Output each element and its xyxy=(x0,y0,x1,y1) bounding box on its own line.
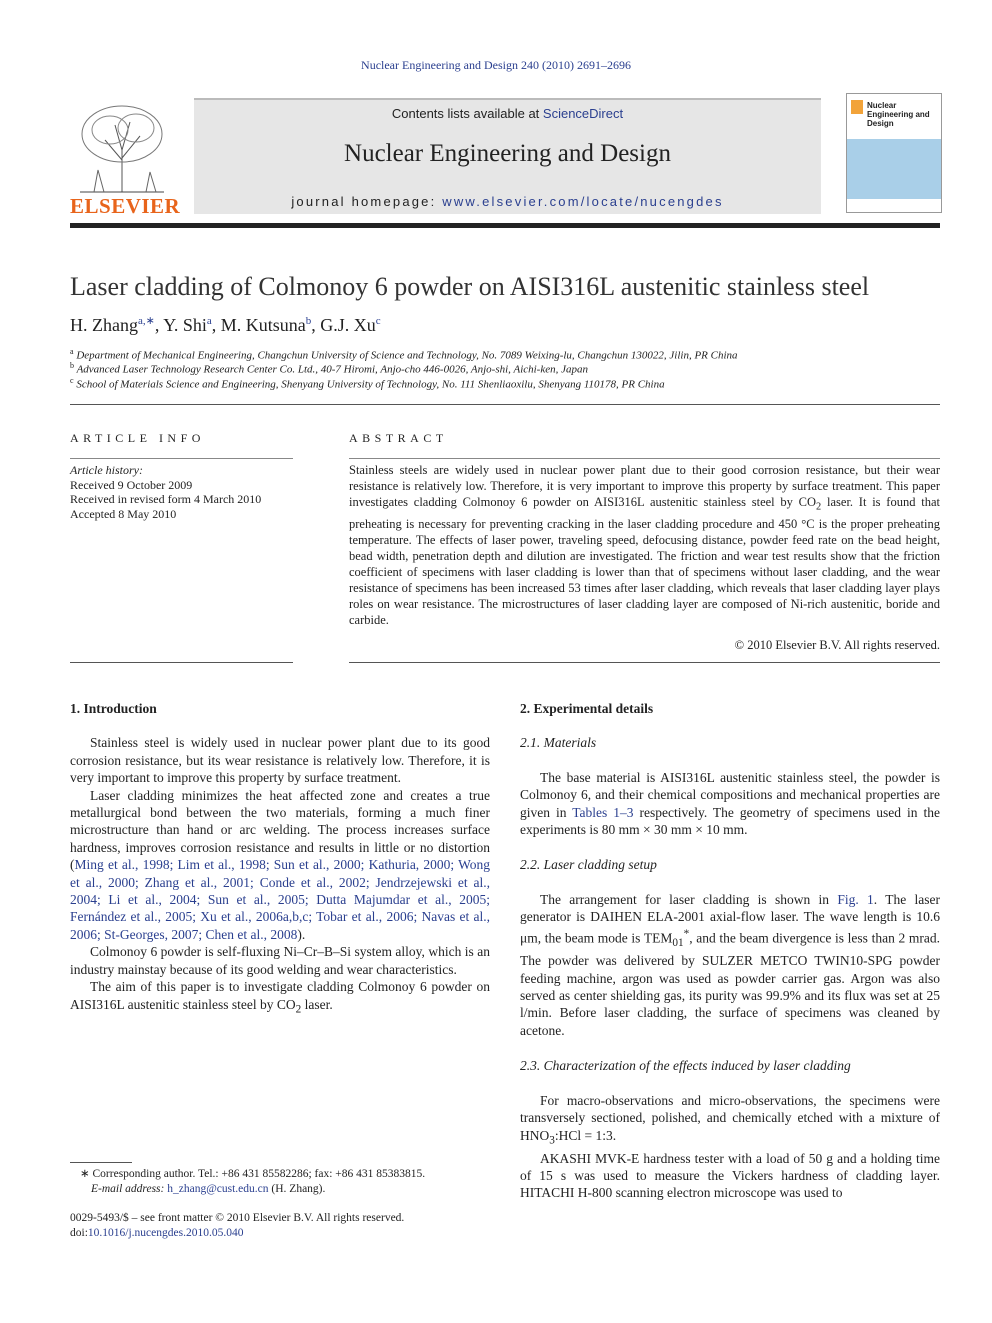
table-reference-link[interactable]: Tables 1–3 xyxy=(572,804,634,820)
journal-masthead xyxy=(194,98,821,214)
subsection-heading-setup: 2.2. Laser cladding setup xyxy=(520,857,657,873)
affiliation-marker: c xyxy=(70,376,74,385)
contents-prefix: Contents lists available at xyxy=(391,106,543,121)
paragraph xyxy=(520,769,940,839)
figure-reference-link[interactable]: Fig. 1 xyxy=(837,891,874,907)
abstract-part: laser. It is found that preheating is necessary for preventing cracking in the laser cladding procedure and 450 °C is the proper preheating temperature. The effects of laser power, traveling speed, defocusing distance, powder feed rate on the bead height, bead width, penetration depth and dilution are investigated. The friction and wear test results show that the friction coefficient of specimens with laser cladding is lower than that of specimens without laser cladding, and the wear resistance of specimens has been increased 53 times after laser cladding, which reveals that laser cladding layer plays roles on wear resistance. The microstructures of laser cladding layer are composed of Ni-rich austenitic, boride and carbide. xyxy=(349,495,940,627)
revised-date: Received in revised form 4 March 2010 xyxy=(70,492,262,506)
affiliation-text: Department of Mechanical Engineering, Changchun University of Science and Technology, No. 7089 Weixing-lu, Changchun 130022, Jilin, PR China xyxy=(76,349,738,362)
journal-citation[interactable]: Nuclear Engineering and Design 240 (2010) 2691–2696 xyxy=(361,58,631,72)
cover-header xyxy=(847,94,941,138)
affiliation-marker: a xyxy=(70,347,74,356)
journal-title: Nuclear Engineering and Design xyxy=(344,140,671,167)
affiliation-text: Advanced Laser Technology Research Center Co. Ltd., 40-7 Hiromi, Anjo-cho 446-0026, Anjo-shi, Aichi-ken, Japan xyxy=(76,363,588,376)
paragraph-text: The base material is AISI316L austenitic stainless steel, the powder is Colmonoy 6, and their chemical compositions and mechanical properties are given in xyxy=(520,769,940,820)
affiliation-rule xyxy=(70,404,940,405)
paragraph-text: , and the beam divergence is less than 2 mrad. The powder was delivered by SULZER METCO TWIN10-SPG powder feeding machine, argon was used as powder carrier gas. Argon was also served as center shielding gas, its purity was 99.9% and its flux was set at 25 l/min. Before laser cladding, the surface of specimens was cleaned by acetone. xyxy=(520,930,940,1038)
paragraph xyxy=(70,787,490,944)
paragraph-text: laser. xyxy=(301,996,333,1012)
issn-line: 0029-5493/$ – see front matter © 2010 Elsevier B.V. All rights reserved. xyxy=(70,1212,405,1224)
accepted-date: Accepted 8 May 2010 xyxy=(70,506,177,521)
reference-links[interactable]: Ming et al., 1998; Lim et al., 1998; Sun et al., 2000; Kathuria, 2000; Wong et al., 2000; Zhang et al., 2001; Conde et al., 2002; Jendrzejewski et al., 2004; Li et al., 2004; Sun et al., 2005; Dutta Majumdar et al., 2005; Fernández et al., 2005; Xu et al., 2006a,b,c; Tobar et al., 2006; Navas et al., 2006; St-Georges, 2007; Chen et al., 2008 xyxy=(70,857,490,942)
header-rule xyxy=(70,223,940,228)
author-name: G.J. Xu xyxy=(320,315,376,335)
author-affiliation-marker[interactable]: b xyxy=(305,315,312,327)
section-heading-experimental: 2. Experimental details xyxy=(520,701,654,716)
abstract-part: Stainless steels are widely used in nuclear power plant due to their good corrosion resistance, but their wear resistance is relatively low. Therefore, it is very important to improve this property by surface treatment. This paper investigates cladding Colmonoy 6 powder on AISI316L austenitic stainless steel by CO xyxy=(349,463,940,509)
received-date: Received 9 October 2009 xyxy=(70,477,193,492)
author-affiliation-marker[interactable]: a,∗ xyxy=(137,315,155,327)
paragraph xyxy=(520,891,940,1039)
abstract-bottom-rule xyxy=(349,662,940,663)
affiliation xyxy=(70,347,738,362)
author-affiliation-marker[interactable]: a xyxy=(206,315,212,327)
abstract-heading: ABSTRACT xyxy=(349,431,448,445)
email-link[interactable]: h_zhang@cust.edu.cn xyxy=(167,1183,269,1195)
elsevier-wordmark: ELSEVIER xyxy=(70,194,181,218)
article-history xyxy=(70,463,261,521)
corresponding-author-footnote xyxy=(80,1167,500,1197)
author-list: H. Zhang$^{a,∗}$, Y. Shi$^a$, M. Kutsuna$^b$, G.J. Xu$^c$ xyxy=(70,315,381,335)
journal-homepage xyxy=(194,194,821,209)
section-heading-introduction: 1. Introduction xyxy=(70,701,157,716)
author-name: H. Zhang xyxy=(70,315,138,335)
email-name: (H. Zhang). xyxy=(268,1183,326,1195)
paragraph: AKASHI MVK-E hardness tester with a load of 50 g and a holding time of 15 s was used to measure the Vickers hardness of cladding layer. HITACHI H-800 scanning electron microscope was used to xyxy=(520,1150,940,1201)
article-title: Laser cladding of Colmonoy 6 powder on AISI316L austenitic stainless steel xyxy=(70,272,870,301)
paragraph-text: For macro-observations and micro-observations, the specimens were transversely sectioned, polished, and chemically etched with a mixture of HNO xyxy=(520,1092,940,1143)
paragraph-text: :HCl = 1:3. xyxy=(554,1127,617,1143)
footnote-marker: ∗ xyxy=(80,1168,90,1180)
cover-title: Nuclear Engineering and Design xyxy=(867,101,930,128)
sciencedirect-link[interactable]: ScienceDirect xyxy=(542,106,624,121)
left-column xyxy=(70,700,490,1019)
subsection-heading-materials: 2.1. Materials xyxy=(520,735,597,751)
footnote-corresponding xyxy=(80,1167,500,1182)
front-matter-footer xyxy=(70,1211,510,1241)
info-rule xyxy=(70,458,293,459)
subscript: 2 xyxy=(816,501,822,513)
doi-link[interactable]: 10.1016/j.nucengdes.2010.05.040 xyxy=(87,1227,244,1239)
cover-logo-mark xyxy=(851,100,863,114)
abstract-text xyxy=(349,462,940,628)
subsection-heading-characterization: 2.3. Characterization of the effects induced by laser cladding xyxy=(520,1058,851,1074)
doi-label: doi: xyxy=(70,1227,88,1239)
author-affiliation-marker[interactable]: c xyxy=(375,315,381,327)
homepage-link[interactable]: www.elsevier.com/locate/nucengdes xyxy=(442,194,724,209)
subscript: 2 xyxy=(295,1003,302,1016)
info-bottom-rule xyxy=(70,662,293,663)
abstract-rule xyxy=(349,458,940,459)
author-name: Y. Shi xyxy=(163,315,207,335)
paragraph-text: ). xyxy=(297,926,306,942)
article-info-heading: ARTICLE INFO xyxy=(70,431,205,445)
right-column xyxy=(520,700,940,1202)
history-label: Article history: xyxy=(70,463,143,477)
paragraph: Stainless steel is widely used in nuclear power plant due to its good corrosion resistance, but its wear resistance is relatively low. Therefore, it is very important to improve this property by surface treatment. xyxy=(70,735,490,786)
doi-line xyxy=(70,1226,510,1241)
affiliation xyxy=(70,361,588,376)
affiliation xyxy=(70,376,665,391)
paragraph-text: Laser cladding minimizes the heat affected zone and creates a true metallurgical bond between the two materials, forming a much finer microstructure than hand or arc welding. The process increases surface hardness, improves corrosion resistance and results in little or no distortion ( xyxy=(70,787,490,873)
email-label: E-mail address: xyxy=(91,1183,168,1195)
paragraph-text: The aim of this paper is to investigate cladding Colmonoy 6 powder on AISI316L austenitic stainless steel by CO xyxy=(70,979,490,1012)
paragraph-text: The arrangement for laser cladding is shown in xyxy=(540,891,838,907)
homepage-prefix: journal homepage: xyxy=(291,194,443,209)
contents-line xyxy=(194,106,821,121)
journal-cover-thumbnail xyxy=(846,93,942,213)
footnote-email xyxy=(80,1182,500,1197)
paragraph-text: . The laser generator is DAIHEN ELA-2001 axial-flow laser. The wave length is 10.6 μm, the beam mode is TEM xyxy=(520,891,940,946)
subscript: 3 xyxy=(549,1134,555,1147)
abstract-copyright: © 2010 Elsevier B.V. All rights reserved. xyxy=(734,638,940,652)
paragraph-text: respectively. The geometry of specimens used in the experiments is 80 mm × 30 mm × 10 mm. xyxy=(520,804,941,838)
author-name: M. Kutsuna xyxy=(220,315,306,335)
footnote-text: Corresponding author. Tel.: +86 431 85582286; fax: +86 431 85383815. xyxy=(89,1168,426,1180)
cover-image xyxy=(847,139,941,199)
subscript: 01 xyxy=(672,936,684,949)
paragraph xyxy=(70,978,490,1019)
affiliation-marker: b xyxy=(70,361,74,370)
footnote-rule xyxy=(70,1162,132,1163)
superscript: * xyxy=(683,927,690,940)
paragraph: Colmonoy 6 powder is self-fluxing Ni–Cr–B–Si system alloy, which is an industry mainstay because of its good welding and wear characteristics. xyxy=(70,944,490,977)
paragraph xyxy=(520,1092,940,1150)
affiliation-text: School of Materials Science and Engineering, Shenyang University of Technology, No. 111 Shenliaoxilu, Shenyang 110178, PR China xyxy=(76,378,665,391)
